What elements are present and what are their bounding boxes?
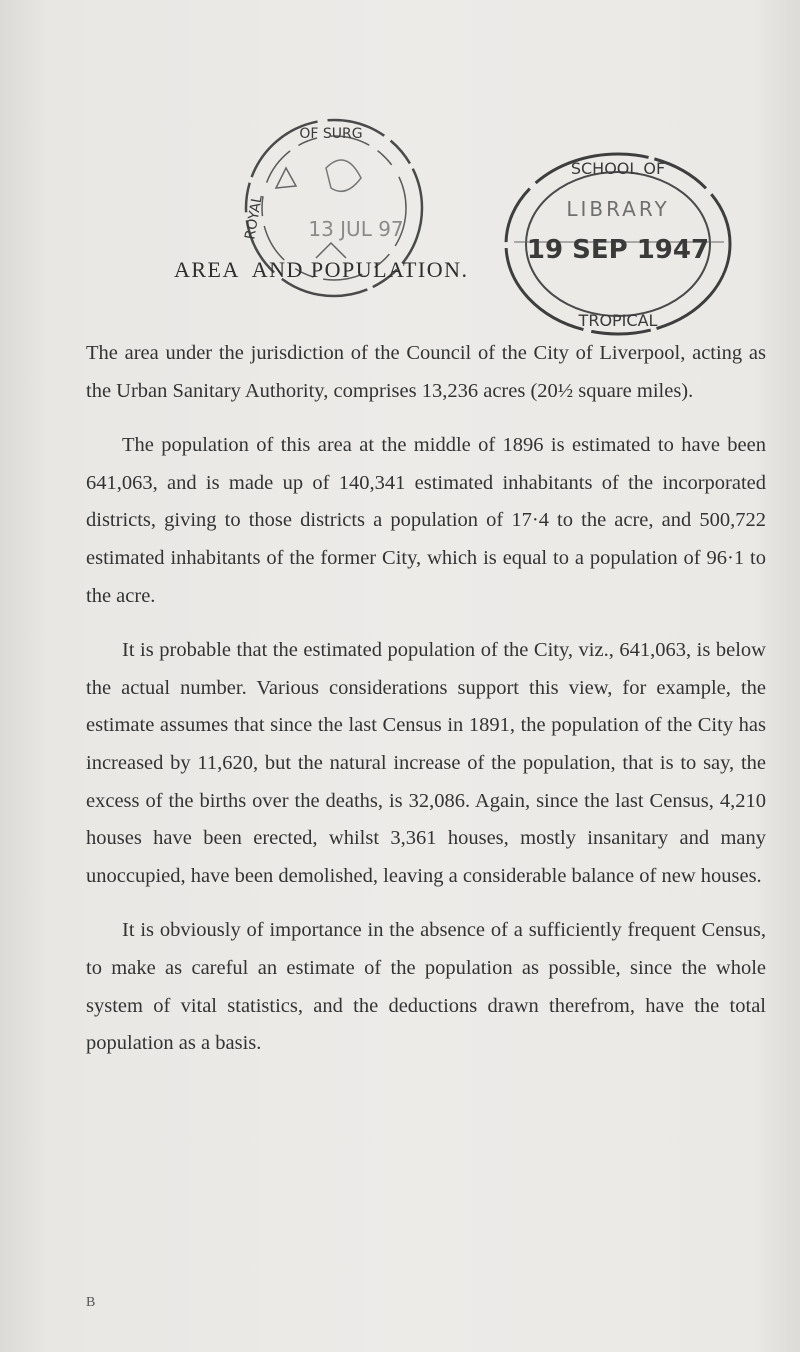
heading-and-population: AND POPULATION.: [251, 257, 469, 282]
royal-stamp-top-text: OF SURG: [299, 126, 363, 142]
royal-stamp-side-text: ROYAL: [242, 193, 266, 241]
royal-stamp-date: 13 JUL 97: [308, 217, 404, 241]
library-stamp-top-text: SCHOOL OF: [570, 159, 666, 178]
library-stamp-date: 19 SEP 1947: [526, 235, 710, 265]
paragraph-census-importance: It is obviously of importance in the absence of a sufficiently frequent Census, to make as careful an estimate of the population as possible, since the whole system of vital statistics, and the deductions drawn therefrom, have the total population as a basis.: [86, 919, 766, 1055]
paragraph-actual-number: It is probable that the estimated population of the City, viz., 641,063, is below the actual number. Various considerations support this view, for example, the estimate assumes that since the last Census in 1891, the population of the City has increased by 11,620, but the natural increase of the population, that is to say, the excess of the births over the deaths, is 32,086. Again, since the last Census, 4,210 houses have been erected, whilst 3,361 houses, mostly insanitary and many unoccupied, have been demolished, leaving a considerable balance of new houses.: [86, 639, 766, 887]
heading-area: AREA: [174, 257, 239, 282]
section-heading: [174, 257, 469, 283]
library-stamp-mid-text: LIBRARY: [566, 197, 670, 221]
body-text: [86, 335, 766, 1080]
signature-mark: B: [86, 1295, 96, 1310]
paragraph-area: The area under the jurisdiction of the Council of the City of Liverpool, acting as the Urban Sanitary Authority, comprises 13,236 acres (20½ square miles).: [86, 342, 766, 402]
library-stamp-graphic: [500, 146, 736, 342]
paragraph-population-estimate: The population of this area at the middle of 1896 is estimated to have been 641,063, and is made up of 140,341 estimated inhabitants of the incorporated districts, giving to those districts a population of 17·4 to the acre, and 500,722 estimated inhabitants of the former City, which is equal to a population of 96·1 to the acre.: [86, 434, 766, 607]
library-stamp-bottom-text: TROPICAL: [578, 311, 658, 330]
library-stamp: [500, 146, 736, 342]
